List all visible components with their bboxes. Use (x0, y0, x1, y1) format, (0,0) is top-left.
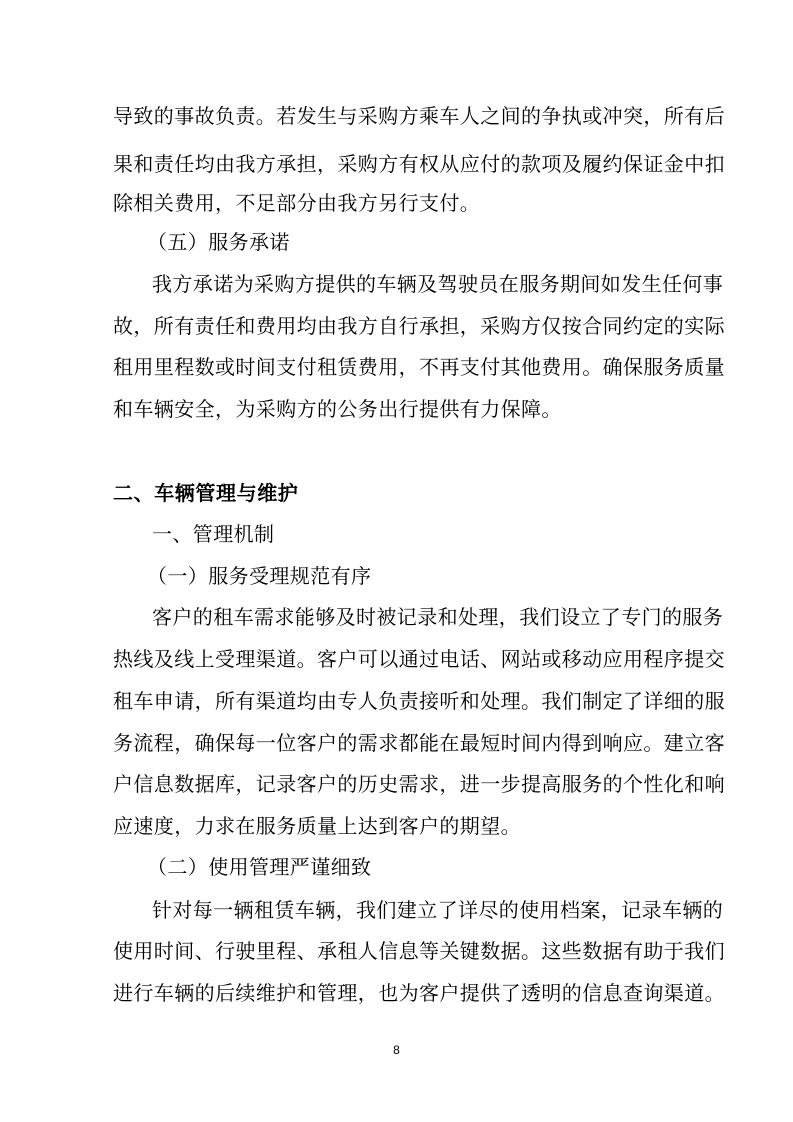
body-text-line: 应速度，力求在服务质量上达到客户的期望。 (113, 814, 521, 838)
body-text-line: 果和责任均由我方承担，采购方有权从应付的款项及履约保证金中扣 (113, 152, 725, 176)
body-text-line: 进行车辆的后续维护和管理，也为客户提供了透明的信息查询渠道。 (113, 981, 725, 1005)
subsection-heading-service-acceptance: （一）服务受理规范有序 (147, 564, 372, 588)
section-heading-vehicle-management: 二、车辆管理与维护 (113, 481, 299, 505)
body-text-line: 导致的事故负责。若发生与采购方乘车人之间的争执或冲突，所有后 (113, 104, 725, 128)
body-text-line: 针对每一辆租赁车辆，我们建立了详尽的使用档案，记录车辆的 (152, 898, 724, 922)
subsection-heading-service-promise: （五）服务承诺 (147, 230, 290, 254)
body-text-line: 除相关费用，不足部分由我方另行支付。 (113, 191, 481, 215)
page-number: 8 (393, 1043, 400, 1057)
body-text-line: 使用时间、行驶里程、承租人信息等关键数据。这些数据有助于我们 (113, 939, 725, 963)
body-text-line: 租车申请，所有渠道均由专人负责接听和处理。我们制定了详细的服 (113, 689, 725, 713)
body-text-line: 租用里程数或时间支付租赁费用，不再支付其他费用。确保服务质量 (113, 355, 725, 379)
body-text-line: 热线及线上受理渠道。客户可以通过电话、网站或移动应用程序提交 (113, 647, 725, 671)
body-text-line: 故，所有责任和费用均由我方自行承担，采购方仅按合同约定的实际 (113, 314, 725, 338)
body-text-line: 务流程，确保每一位客户的需求都能在最短时间内得到响应。建立客 (113, 731, 725, 755)
body-text-line: 户信息数据库，记录客户的历史需求，进一步提高服务的个性化和响 (113, 772, 725, 796)
subsection-heading-management-mechanism: 一、管理机制 (152, 522, 275, 546)
subsection-heading-usage-management: （二）使用管理严谨细致 (147, 855, 372, 879)
body-text-line: 我方承诺为采购方提供的车辆及驾驶员在服务期间如发生任何事 (152, 272, 724, 296)
body-text-line: 和车辆安全，为采购方的公务出行提供有力保障。 (113, 397, 562, 421)
body-text-line: 客户的租车需求能够及时被记录和处理，我们设立了专门的服务 (152, 605, 724, 629)
